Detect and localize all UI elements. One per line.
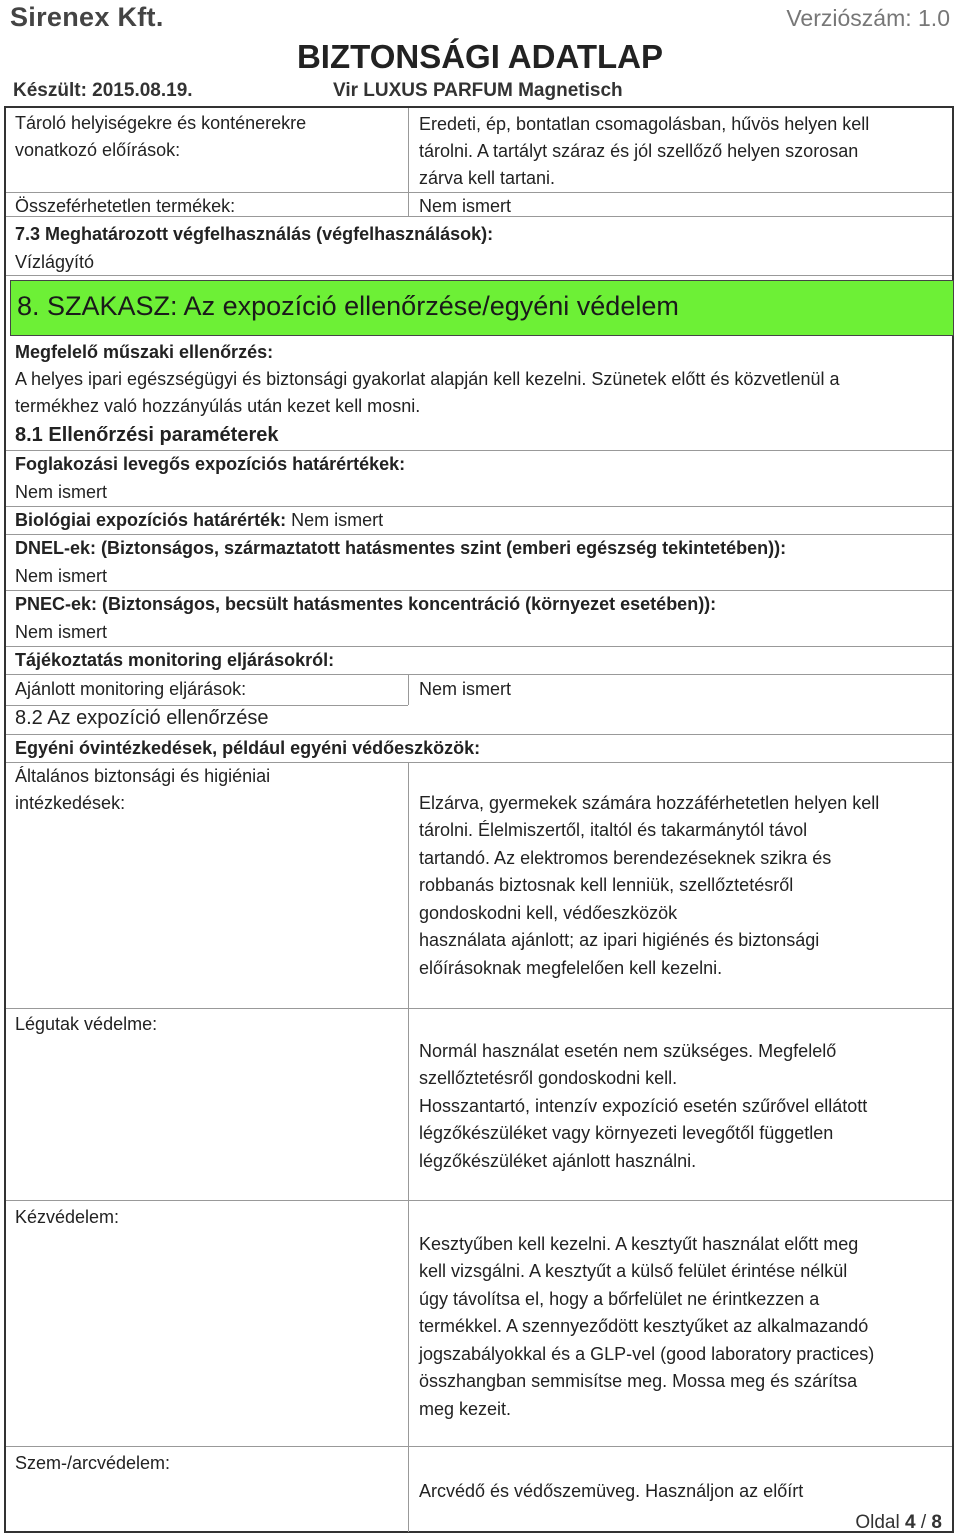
column-divider	[408, 762, 409, 1532]
tech-text: A helyes ipari egészségügyi és biztonsági gyakorlat alapján kell kezelni. Szünetek előtt és közvetlenül a	[15, 369, 840, 389]
document-title: BIZTONSÁGI ADATLAP	[296, 38, 664, 75]
hand-label: Kézvédelem:	[15, 1207, 120, 1227]
incompatible-value: Nem ismert	[419, 196, 512, 216]
divider	[6, 275, 952, 276]
storage-text: zárva kell tartani.	[419, 168, 556, 188]
column-divider	[408, 108, 409, 216]
monitoring-value: Nem ismert	[419, 679, 512, 699]
monitoring-heading: Tájékoztatás monitoring eljárásokról:	[15, 650, 335, 670]
general-text: robbanás biztosnak kell lenniük, szellőztetésről	[419, 875, 794, 895]
general-text: tárolni. Élelmiszertől, italtól és takarmánytól távol	[419, 820, 808, 840]
page-prefix: Oldal	[855, 1512, 905, 1533]
bio-row	[15, 507, 383, 535]
hand-text: Kesztyűben kell kezelni. A kesztyűt használat előtt meg	[419, 1234, 859, 1254]
resp-text: légzőkészüléket ajánlott használni.	[419, 1151, 697, 1171]
exposure-heading: 8.2 Az expozíció ellenőrzése	[15, 707, 269, 729]
storage-label: vonatkozó előírások:	[15, 140, 181, 160]
resp-text: szellőztetésről gondoskodni kell.	[419, 1068, 678, 1088]
storage-text: Eredeti, ép, bontatlan csomagolásban, hűvös helyen kell	[419, 114, 870, 134]
hand-text: kell vizsgálni. A kesztyűt a külső felület érintése nélkül	[419, 1261, 848, 1281]
page-number	[855, 1512, 942, 1534]
resp-text: Hosszantartó, intenzív expozíció esetén szűrővel ellátott	[419, 1096, 868, 1116]
page-separator: /	[915, 1512, 932, 1533]
params-heading: 8.1 Ellenőrzési paraméterek	[15, 424, 279, 446]
monitoring-label: Ajánlott monitoring eljárások:	[15, 679, 247, 699]
resp-label: Légutak védelme:	[15, 1014, 158, 1034]
general-label: intézkedések:	[15, 793, 126, 813]
dnel-heading: DNEL-ek: (Biztonságos, származtatott hatásmentes szint (emberi egészség tekintetében)):	[15, 538, 787, 558]
enduse-value: Vízlágyító	[15, 252, 95, 272]
occ-value: Nem ismert	[15, 482, 108, 502]
divider	[6, 1008, 952, 1009]
resp-text: Normál használat esetén nem szükséges. Megfelelő	[419, 1041, 837, 1061]
page-current: 4	[905, 1512, 916, 1533]
general-label: Általános biztonsági és higiéniai	[15, 766, 271, 786]
dnel-value: Nem ismert	[15, 566, 108, 586]
eye-text: Arcvédő és védőszemüveg. Használjon az előírt	[419, 1481, 804, 1501]
version-number: Verziószám: 1.0	[786, 5, 950, 31]
pnec-heading: PNEC-ek: (Biztonságos, becsült hatásmentes koncentráció (környezet esetében)):	[15, 594, 717, 614]
pnec-value: Nem ismert	[15, 622, 108, 642]
tech-text: termékhez való hozzányúlás után kezet kell mosni.	[15, 396, 421, 416]
company-name: Sirenex Kft.	[10, 2, 164, 32]
general-text: tartandó. Az elektromos berendezéseknek szikra és	[419, 848, 832, 868]
resp-text: légzőkészüléket vagy környezeti levegőtől független	[419, 1123, 834, 1143]
tech-heading: Megfelelő műszaki ellenőrzés:	[15, 342, 274, 362]
hand-text: jogszabályokkal és a GLP-vel (good laboratory practices)	[419, 1344, 875, 1364]
general-text: előírásoknak megfelelően kell kezelni.	[419, 958, 723, 978]
bio-value: Nem ismert	[291, 510, 384, 530]
general-text: gondoskodni kell, védőeszközök	[419, 903, 678, 923]
ppe-heading: Egyéni óvintézkedések, például egyéni védőeszközök:	[15, 738, 481, 758]
general-text: Elzárva, gyermekek számára hozzáférhetetlen helyen kell	[419, 793, 880, 813]
bio-label: Biológiai expozíciós határérték:	[15, 510, 287, 530]
page-total: 8	[931, 1512, 942, 1533]
storage-text: tárolni. A tartályt száraz és jól szellőző helyen szorosan	[419, 141, 859, 161]
divider	[6, 216, 952, 217]
divider	[6, 1446, 952, 1447]
hand-text: összhangban semmisítse meg. Mossa meg és szárítsa	[419, 1371, 858, 1391]
occ-heading: Foglakozási levegős expozíciós határértékek:	[15, 454, 406, 474]
eye-label: Szem-/arcvédelem:	[15, 1453, 171, 1473]
section-8-heading-bar	[10, 280, 954, 336]
product-name: Vir LUXUS PARFUM Magnetisch	[333, 80, 623, 101]
hand-text: úgy távolítsa el, hogy a bőrfelület ne érintkezzen a	[419, 1289, 820, 1309]
incompatible-label: Összeférhetetlen termékek:	[15, 196, 236, 216]
enduse-heading: 7.3 Meghatározott végfelhasználás (végfelhasználások):	[15, 224, 494, 244]
divider	[6, 674, 952, 675]
hand-text: termékkel. A szennyeződött kesztyűket az alkalmazandó	[419, 1316, 869, 1336]
hand-text: meg kezeit.	[419, 1399, 512, 1419]
section-8-heading: 8. SZAKASZ: Az expozíció ellenőrzése/egyéni védelem	[17, 291, 679, 321]
divider	[6, 1200, 952, 1201]
created-date: Készült: 2015.08.19.	[13, 80, 193, 101]
general-text: használata ajánlott; az ipari higiénés és biztonsági	[419, 930, 820, 950]
storage-label: Tároló helyiségekre és konténerekre	[15, 113, 307, 133]
column-divider	[408, 674, 409, 705]
